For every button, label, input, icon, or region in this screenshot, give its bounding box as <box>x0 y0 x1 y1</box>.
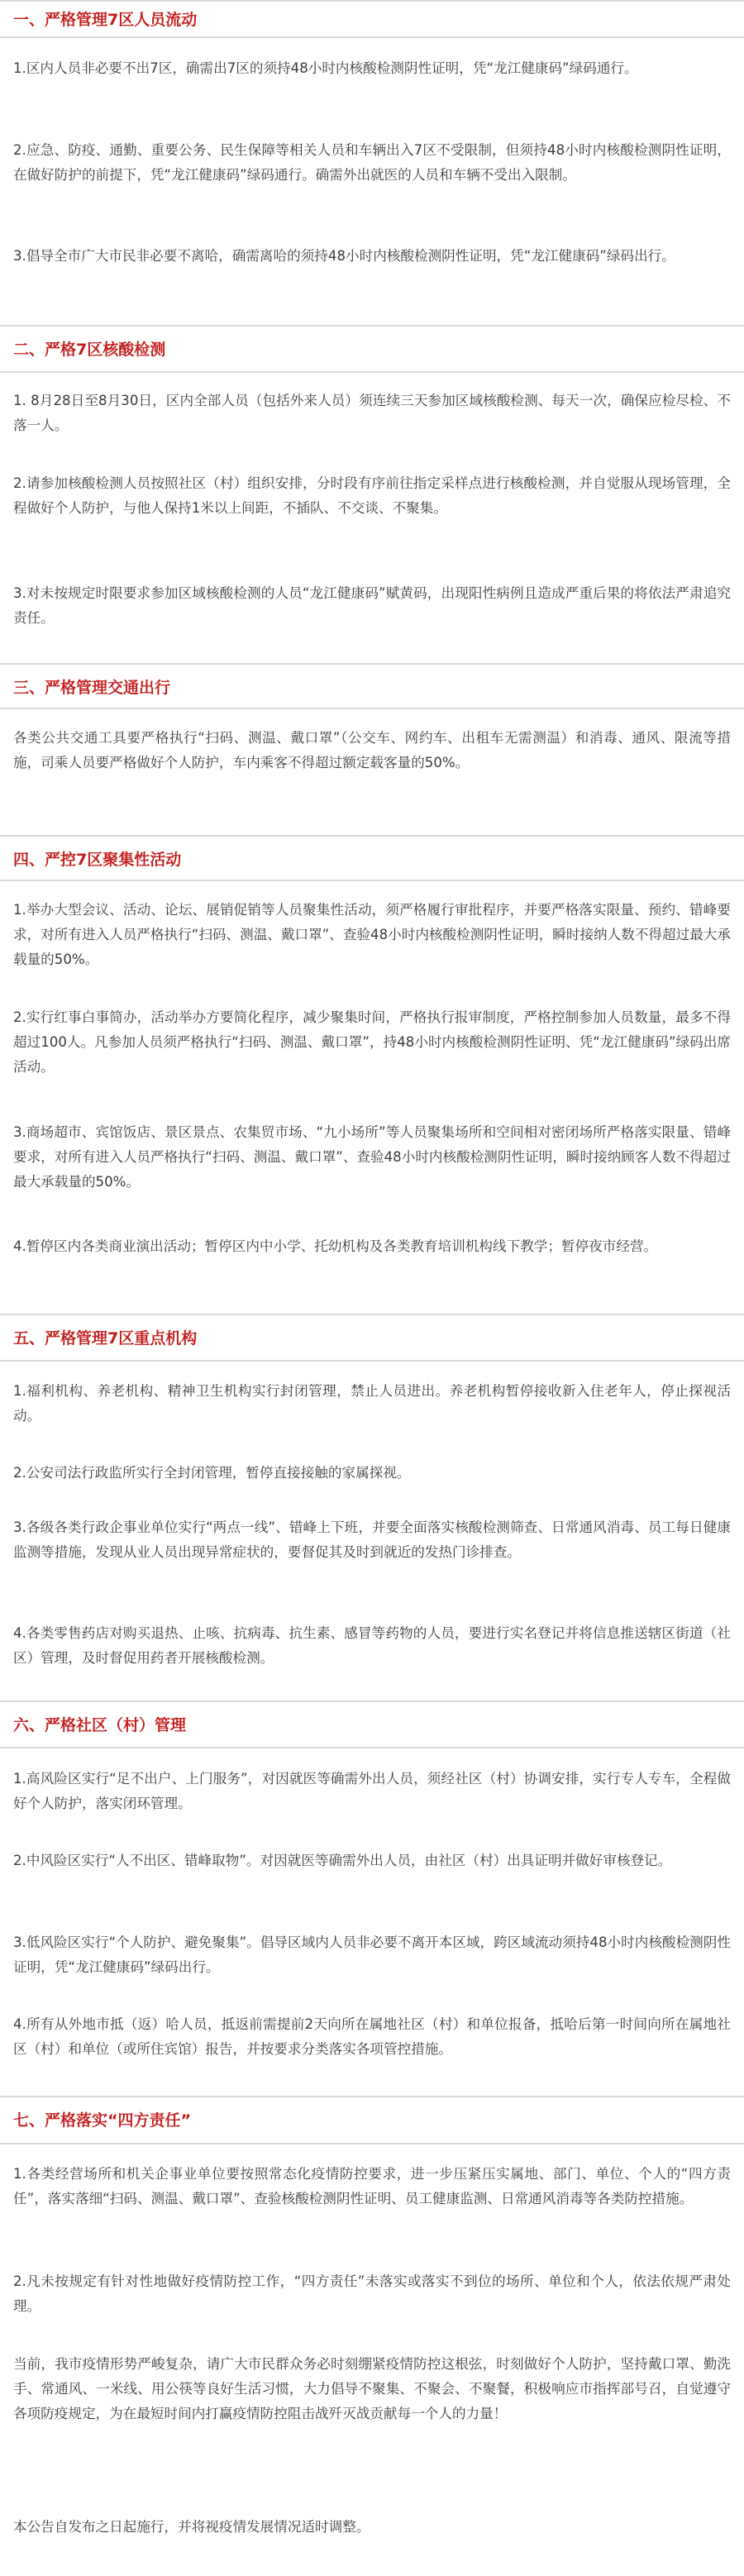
section-heading: 五、严格管理7区重点机构 <box>13 1329 198 1348</box>
section-heading: 七、严格落实“四方责任” <box>13 2111 191 2130</box>
section-heading: 一、严格管理7区人员流动 <box>13 11 198 29</box>
paragraph: 4.各类零售药店对购买退热、止咳、抗病毒、抗生素、感冒等药物的人员，要进行实名登记并将信息推送辖区街道（社区）管理，及时督促用药者开展核酸检测。 <box>13 1625 731 1666</box>
section-heading: 四、严控7区聚集性活动 <box>13 851 182 869</box>
section-divider <box>0 2096 744 2097</box>
paragraph: 2.凡未按规定有针对性地做好疫情防控工作，“四方责任”未落实或落实不到位的场所、单位和个人，依法依规严肃处理。 <box>13 2273 731 2314</box>
paragraph: 3.低风险区实行“个人防护、避免聚集”。倡导区域内人员非必要不离开本区域，跨区域流动须持48小时内核酸检测阴性证明，凭“龙江健康码”绿码出行。 <box>13 1934 731 1975</box>
section-divider <box>0 2143 744 2144</box>
paragraph: 1. 8月28日至8月30日，区内全部人员（包括外来人员）须连续三天参加区域核酸检测、每天一次，确保应检尽检、不落一人。 <box>13 393 731 433</box>
section-divider <box>0 708 744 709</box>
paragraph: 3.商场超市、宾馆饭店、景区景点、农集贸市场、“九小场所”等人员聚集场所和空间相对密闭场所严格落实限量、错峰要求，对所有进入人员严格执行“扫码、测温、戴口罩”、查验48小时内核酸检测阴性证明，瞬时接纳顾客人数不得超过最大承载量的50%。 <box>13 1124 731 1190</box>
paragraph: 2.实行红事白事简办，活动举办方要简化程序，减少聚集时间，严格执行报审制度，严格控制参加人员数量，最多不得超过100人。凡参加人员须严格执行“扫码、测温、戴口罩”，持48小时内核酸检测阴性证明、凭“龙江健康码”绿码出席活动。 <box>13 1009 731 1075</box>
paragraph: 1.高风险区实行“足不出户、上门服务”，对因就医等确需外出人员，须经社区（村）协调安排，实行专人专车，全程做好个人防护，落实闭环管理。 <box>13 1771 731 1811</box>
section-divider <box>0 371 744 373</box>
section-divider <box>0 663 744 665</box>
section-divider <box>0 1314 744 1315</box>
paragraph: 1.举办大型会议、活动、论坛、展销促销等人员聚集性活动，须严格履行审批程序，并要严格落实限量、预约、错峰要求，对所有进入人员严格执行“扫码、测温、戴口罩”、查验48小时内核酸检测阴性证明，瞬时接纳人数不得超过最大承载量的50%。 <box>13 902 731 967</box>
closing-note: 本公告自发布之日起施行，并将视疫情发展情况适时调整。 <box>13 2519 370 2535</box>
section-divider <box>0 325 744 327</box>
paragraph: 4.暂停区内各类商业演出活动；暂停区内中小学、托幼机构及各类教育培训机构线下教学；暂停夜市经营。 <box>13 1238 658 1254</box>
paragraph: 2.公安司法行政监所实行全封闭管理，暂停直接接触的家属探视。 <box>13 1465 411 1481</box>
section-divider <box>0 880 744 881</box>
section-divider <box>0 1701 744 1702</box>
paragraph: 3.对未按规定时限要求参加区域核酸检测的人员“龙江健康码”赋黄码，出现阳性病例且造成严重后果的将依法严肃追究责任。 <box>13 585 731 626</box>
section-heading: 二、严格7区核酸检测 <box>13 341 166 359</box>
section-heading: 三、严格管理交通出行 <box>13 679 171 697</box>
section-divider <box>0 1360 744 1362</box>
paragraph: 1.福利机构、养老机构、精神卫生机构实行封闭管理，禁止人员进出。养老机构暂停接收新入住老年人，停止探视活动。 <box>13 1383 731 1424</box>
paragraph: 各类公共交通工具要严格执行“扫码、测温、戴口罩”（公交车、网约车、出租车无需测温）和消毒、通风、限流等措施，司乘人员要严格做好个人防护，车内乘客不得超过额定载客量的50%。 <box>13 730 731 770</box>
section-heading: 六、严格社区（村）管理 <box>13 1716 187 1734</box>
paragraph: 1.区内人员非必要不出7区，确需出7区的须持48小时内核酸检测阴性证明，凭“龙江健康码”绿码通行。 <box>13 60 638 76</box>
paragraph: 4.所有从外地市抵（返）哈人员，抵返前需提前2天向所在属地社区（村）和单位报备，抵哈后第一时间向所在属地社区（村）和单位（或所住宾馆）报告，并按要求分类落实各项管控措施。 <box>13 2016 731 2057</box>
section-divider <box>0 36 744 38</box>
section-divider <box>0 0 744 2</box>
paragraph: 2.应急、防疫、通勤、重要公务、民生保障等相关人员和车辆出入7区不受限制，但须持48小时内核酸检测阴性证明，在做好防护的前提下，凭“龙江健康码”绿码通行。确需外出就医的人员和车辆不受出入限制。 <box>13 142 731 183</box>
paragraph: 3.倡导全市广大市民非必要不离哈，确需离哈的须持48小时内核酸检测阴性证明，凭“龙江健康码”绿码出行。 <box>13 248 675 264</box>
paragraph: 2.中风险区实行“人不出区、错峰取物”。对因就医等确需外出人员，由社区（村）出具证明并做好审核登记。 <box>13 1853 672 1868</box>
section-divider <box>0 1747 744 1748</box>
paragraph: 2.请参加核酸检测人员按照社区（村）组织安排，分时段有序前往指定采样点进行核酸检测，并自觉服从现场管理，全程做好个人防护，与他人保持1米以上间距，不插队、不交谈、不聚集。 <box>13 475 731 516</box>
section-divider <box>0 835 744 837</box>
closing-paragraph: 当前，我市疫情形势严峻复杂，请广大市民群众务必时刻绷紧疫情防控这根弦，时刻做好个人防护，坚持戴口罩、勤洗手、常通风、一米线、用公筷等良好生活习惯，大力倡导不聚集、不聚会、不聚餐，积极响应市指挥部号召，自觉遵守各项防疫规定，为在最短时间内打赢疫情防控阻击战歼灭战贡献每一个人的力量！ <box>13 2356 731 2421</box>
paragraph: 1.各类经营场所和机关企事业单位要按照常态化疫情防控要求，进一步压紧压实属地、部门、单位、个人的“四方责任”，落实落细“扫码、测温、戴口罩”、查验核酸检测阴性证明、员工健康监测、日常通风消毒等各类防控措施。 <box>13 2166 731 2206</box>
paragraph: 3.各级各类行政企事业单位实行“两点一线”、错峰上下班，并要全面落实核酸检测筛查、日常通风消毒、员工每日健康监测等措施，发现从业人员出现异常症状的，要督促其及时到就近的发热门诊排查。 <box>13 1519 731 1560</box>
